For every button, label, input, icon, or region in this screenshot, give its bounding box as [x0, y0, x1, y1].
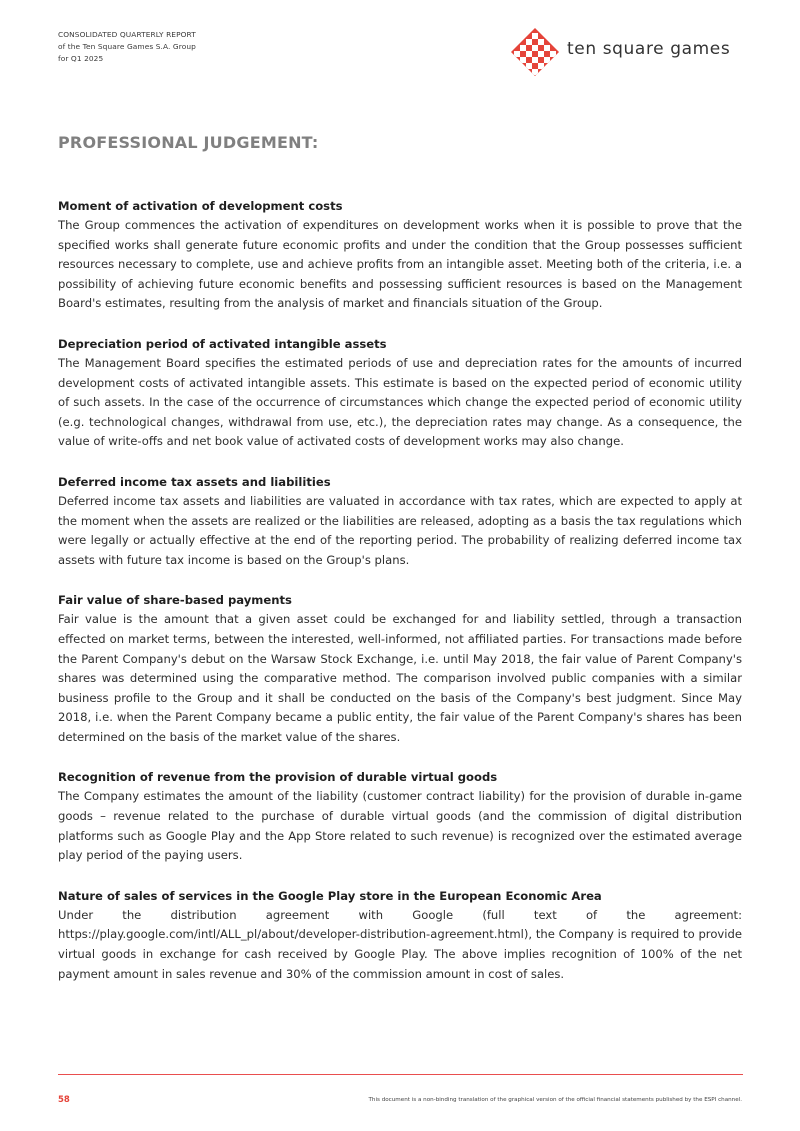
- section-title: PROFESSIONAL JUDGEMENT:: [58, 133, 319, 152]
- block-title: Moment of activation of development costs: [58, 199, 343, 213]
- footer-disclaimer: This document is a non-binding translation of the graphical version of the official financial statements published by the ESPI channel.: [368, 1097, 742, 1103]
- block-title: Depreciation period of activated intangible assets: [58, 336, 387, 351]
- judgement-content: [58, 196, 742, 1004]
- block-title: Recognition of revenue from the provision of durable virtual goods: [58, 770, 498, 785]
- report-header-line-3: for Q1 2025: [58, 54, 104, 63]
- report-header-line-1: CONSOLIDATED QUARTERLY REPORT: [58, 30, 196, 39]
- judgement-block-virtual-goods-revenue: [58, 767, 742, 865]
- block-body: The Group commences the activation of expenditures on development works when it is possible to prove that the specified works shall generate future economic profits and under the condition that the Group possesses sufficient resources necessary to complete, use and achieve profits from an intangible asset. Meeting both of the criteria, i.e. a possibility of achieving future economic benefits and possessing sufficient resources is based on the Management Board's estimates, resulting from the analysis of market and financials situation of the Group.: [58, 218, 742, 311]
- company-logo: [510, 27, 750, 77]
- report-header: [58, 29, 196, 65]
- block-title: Deferred income tax assets and liabilities: [58, 474, 331, 489]
- block-body: The Management Board specifies the estimated periods of use and depreciation rates for the amounts of incurred development costs of activated intangible assets. This estimate is based on the expected period of economic utility of such assets. In the case of the occurrence of circumstances which change the expected period of economic utility (e.g. technological changes, withdrawal from use, etc.), the depreciation rates may change. As a consequence, the value of write-offs and net book value of activated costs of development works may also change.: [58, 355, 742, 449]
- judgement-block-depreciation: [58, 334, 742, 452]
- block-body: Fair value is the amount that a given asset could be exchanged for and liability settled, through a transaction effected on market terms, between the interested, well-informed, not affiliated parties. For transactions made before the Parent Company's debut on the Warsaw Stock Exchange, i.e. until May 2018, the fair value of Parent Company's shares was determined using the comparative method. The comparison involved public companies with a similar business profile to the Group and it shall be conducted on the basis of the Company's best judgment. Since May 2018, i.e. when the Parent Company became a public entity, the fair value of the Parent Company's shares has been determined on the basis of the market value of the shares.: [58, 612, 742, 744]
- checkered-diamond-logo-icon: [510, 27, 560, 77]
- judgement-block-share-based-payments: [58, 590, 742, 747]
- page-number: 58: [58, 1095, 70, 1105]
- judgement-block-deferred-tax: [58, 472, 742, 570]
- block-title: Nature of sales of services in the Google Play store in the European Economic Area: [58, 888, 602, 903]
- judgement-block-google-play-sales: [58, 886, 742, 984]
- report-header-line-2: of the Ten Square Games S.A. Group: [58, 42, 196, 51]
- block-body: Under the distribution agreement with Google (full text of the agreement: https://play.google.com/intl/ALL_pl/about/developer-distribution-agreement.html), the Company is required to provide virtual goods in exchange for cash received by Google Play. The above implies recognition of 100% of the net payment amount in sales revenue and 30% of the commission amount in cost of sales.: [58, 907, 742, 981]
- logo-wordmark: ten square games: [567, 39, 731, 59]
- block-body: The Company estimates the amount of the liability (customer contract liability) for the provision of durable in-game goods – revenue related to the purchase of durable virtual goods (and the commission of digital distribution platforms such as Google Play and the App Store related to such revenue) is recognized over the estimated average play period of the paying users.: [58, 789, 742, 863]
- block-body: Deferred income tax assets and liabilities are valuated in accordance with tax rates, which are expected to apply at the moment when the assets are realized or the liabilities are released, adopting as a basis the tax regulations which were legally or actually effective at the end of the reporting period. The probability of realizing deferred income tax assets with future tax income is based on the Group's plans.: [58, 493, 742, 567]
- judgement-block-development-costs: [58, 196, 742, 314]
- footer-divider: [58, 1074, 743, 1075]
- block-title: Fair value of share-based payments: [58, 593, 292, 608]
